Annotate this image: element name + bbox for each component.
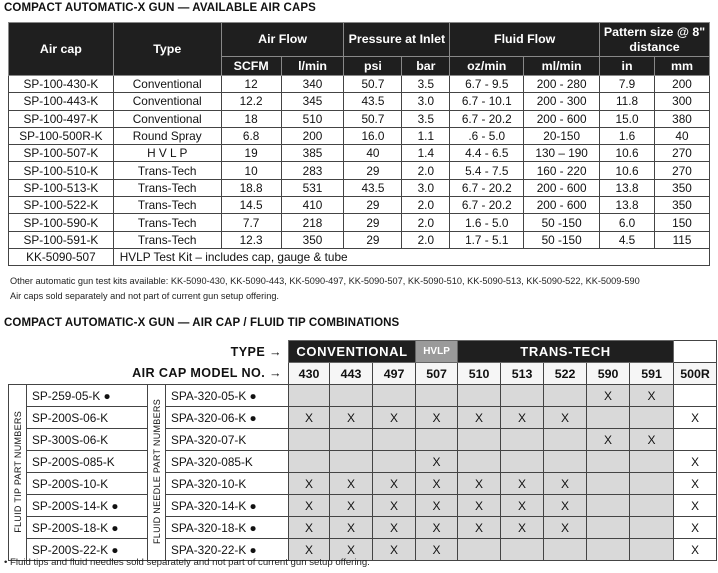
cell-mm: 350 xyxy=(654,179,709,196)
header-in: in xyxy=(600,57,655,76)
compat-cell-591 xyxy=(630,517,674,539)
compat-cell-513 xyxy=(501,385,544,407)
cell-bar: 2.0 xyxy=(402,231,450,248)
compat-cell-497: X xyxy=(373,495,416,517)
header-pressure: Pressure at Inlet xyxy=(344,23,450,57)
cell-ozmin: 4.4 - 6.5 xyxy=(450,145,524,162)
compat-cell-500R: X xyxy=(674,495,717,517)
compat-cell-510 xyxy=(458,385,501,407)
cell-mm: 115 xyxy=(654,231,709,248)
combinations-table xyxy=(8,340,717,561)
compat-cell-443 xyxy=(330,429,373,451)
compat-cell-513: X xyxy=(501,473,544,495)
fluid-needle-label-text: FLUID NEEDLE PART NUMBERS xyxy=(151,398,162,545)
cell-type: Conventional xyxy=(113,110,221,127)
cell-scfm: 12 xyxy=(221,76,281,93)
cell-bar: 1.4 xyxy=(402,145,450,162)
combination-row xyxy=(9,385,717,407)
compat-cell-430: X xyxy=(289,539,330,561)
cell-lmin: 510 xyxy=(281,110,344,127)
cell-psi: 29 xyxy=(344,214,402,231)
compat-cell-443 xyxy=(330,385,373,407)
cell-air-cap: SP-100-510-K xyxy=(9,162,114,179)
compat-cell-507: X xyxy=(416,451,458,473)
kit-part-number: KK-5090-507 xyxy=(9,248,114,265)
header-mm: mm xyxy=(654,57,709,76)
compat-cell-497: X xyxy=(373,473,416,495)
combination-row xyxy=(9,407,717,429)
cell-mlmin: 200 - 280 xyxy=(524,76,600,93)
air-cap-row xyxy=(9,214,710,231)
cell-psi: 43.5 xyxy=(344,179,402,196)
cell-air-cap: SP-100-591-K xyxy=(9,231,114,248)
cell-scfm: 19 xyxy=(221,145,281,162)
compat-cell-591 xyxy=(630,539,674,561)
compat-cell-513 xyxy=(501,451,544,473)
type-conventional: CONVENTIONAL xyxy=(289,341,416,363)
cell-in: 11.8 xyxy=(600,93,655,110)
cell-type: Trans-Tech xyxy=(113,162,221,179)
header-pattern-size: Pattern size @ 8" distance xyxy=(600,23,710,57)
header-psi: psi xyxy=(344,57,402,76)
compat-cell-500R: X xyxy=(674,473,717,495)
cell-scfm: 12.3 xyxy=(221,231,281,248)
cell-air-cap: SP-100-507-K xyxy=(9,145,114,162)
compat-cell-430 xyxy=(289,385,330,407)
compat-cell-507: X xyxy=(416,407,458,429)
cell-air-cap: SP-100-513-K xyxy=(9,179,114,196)
compat-cell-430 xyxy=(289,429,330,451)
cell-type: Conventional xyxy=(113,93,221,110)
compat-cell-591 xyxy=(630,451,674,473)
compat-cell-590 xyxy=(587,495,630,517)
compat-cell-507: X xyxy=(416,495,458,517)
cell-psi: 29 xyxy=(344,162,402,179)
kit-description: HVLP Test Kit – includes cap, gauge & tube xyxy=(113,248,709,265)
compat-cell-500R xyxy=(674,429,717,451)
air-cap-row xyxy=(9,93,710,110)
air-cap-row xyxy=(9,110,710,127)
cell-psi: 16.0 xyxy=(344,127,402,144)
compat-cell-510: X xyxy=(458,495,501,517)
fluid-needle-part: SPA-320-07-K xyxy=(166,429,289,451)
fluid-tip-part: SP-300S-06-K xyxy=(27,429,148,451)
cell-mlmin: 200 - 300 xyxy=(524,93,600,110)
compat-cell-513: X xyxy=(501,517,544,539)
cell-bar: 2.0 xyxy=(402,162,450,179)
compat-cell-522 xyxy=(544,385,587,407)
cell-mlmin: 50 -150 xyxy=(524,214,600,231)
compat-cell-513: X xyxy=(501,495,544,517)
combination-row xyxy=(9,517,717,539)
cell-mlmin: 20-150 xyxy=(524,127,600,144)
air-cap-row xyxy=(9,76,710,93)
cell-type: H V L P xyxy=(113,145,221,162)
compat-cell-590 xyxy=(587,407,630,429)
air-cap-row xyxy=(9,145,710,162)
compat-cell-430: X xyxy=(289,495,330,517)
model-591: 591 xyxy=(630,363,674,385)
cell-ozmin: .6 - 5.0 xyxy=(450,127,524,144)
cell-scfm: 18.8 xyxy=(221,179,281,196)
air-cap-model-label: AIR CAP MODEL NO. → xyxy=(132,366,283,381)
cell-type: Trans-Tech xyxy=(113,231,221,248)
compat-cell-500R xyxy=(674,385,717,407)
fluid-needle-part: SPA-320-22-K ● xyxy=(166,539,289,561)
model-590: 590 xyxy=(587,363,630,385)
cell-in: 15.0 xyxy=(600,110,655,127)
cell-in: 10.6 xyxy=(600,162,655,179)
fluid-needle-label xyxy=(148,385,166,561)
cell-bar: 3.0 xyxy=(402,179,450,196)
cell-air-cap: SP-100-430-K xyxy=(9,76,114,93)
compat-cell-443 xyxy=(330,451,373,473)
fluid-tip-part: SP-200S-085-K xyxy=(27,451,148,473)
model-513: 513 xyxy=(501,363,544,385)
cell-ozmin: 6.7 - 9.5 xyxy=(450,76,524,93)
cell-mlmin: 200 - 600 xyxy=(524,179,600,196)
test-kits-note: Other automatic gun test kits available: KK-5090-430, KK-5090-443, KK-5090-497, KK-5090-507, KK-5090-510, KK-5090-513, KK-5090-522, KK-5009-590 xyxy=(10,276,640,286)
compat-cell-590 xyxy=(587,451,630,473)
compat-cell-513 xyxy=(501,429,544,451)
compat-cell-591: X xyxy=(630,429,674,451)
header-scfm: SCFM xyxy=(221,57,281,76)
header-lmin: l/min xyxy=(281,57,344,76)
header-air-flow: Air Flow xyxy=(221,23,344,57)
cell-lmin: 218 xyxy=(281,214,344,231)
cell-in: 13.8 xyxy=(600,179,655,196)
cell-mm: 40 xyxy=(654,127,709,144)
compat-cell-500R: X xyxy=(674,539,717,561)
cell-psi: 43.5 xyxy=(344,93,402,110)
cell-in: 10.6 xyxy=(600,145,655,162)
cell-lmin: 283 xyxy=(281,162,344,179)
air-cap-row xyxy=(9,231,710,248)
air-cap-row xyxy=(9,162,710,179)
cell-type: Trans-Tech xyxy=(113,179,221,196)
compat-cell-497: X xyxy=(373,539,416,561)
header-bar: bar xyxy=(402,57,450,76)
cell-bar: 2.0 xyxy=(402,197,450,214)
fluid-needle-part: SPA-320-05-K ● xyxy=(166,385,289,407)
compat-cell-522: X xyxy=(544,473,587,495)
compat-cell-500R: X xyxy=(674,451,717,473)
cell-mlmin: 50 -150 xyxy=(524,231,600,248)
section1-title: COMPACT AUTOMATIC-X GUN — AVAILABLE AIR CAPS xyxy=(4,2,316,14)
combination-row xyxy=(9,473,717,495)
cell-bar: 2.0 xyxy=(402,214,450,231)
compat-cell-430 xyxy=(289,451,330,473)
type-empty-cell xyxy=(674,341,717,363)
compat-cell-590 xyxy=(587,473,630,495)
cell-lmin: 345 xyxy=(281,93,344,110)
compat-cell-590: X xyxy=(587,429,630,451)
compat-cell-510: X xyxy=(458,407,501,429)
fluid-tip-label-text: FLUID TIP PART NUMBERS xyxy=(12,410,23,533)
combination-row xyxy=(9,451,717,473)
footnote: • Fluid tips and fluid needles sold separately and not part of current gun setup offering. xyxy=(4,557,370,568)
air-cap-row xyxy=(9,197,710,214)
compat-cell-591 xyxy=(630,407,674,429)
cell-mlmin: 200 - 600 xyxy=(524,197,600,214)
fluid-needle-part: SPA-320-085-K xyxy=(166,451,289,473)
type-hvlp: HVLP xyxy=(416,341,458,363)
cell-mm: 270 xyxy=(654,162,709,179)
cell-in: 1.6 xyxy=(600,127,655,144)
cell-in: 4.5 xyxy=(600,231,655,248)
compat-cell-497 xyxy=(373,451,416,473)
air-cap-row xyxy=(9,179,710,196)
cell-in: 7.9 xyxy=(600,76,655,93)
fluid-needle-part: SPA-320-14-K ● xyxy=(166,495,289,517)
compat-cell-443: X xyxy=(330,473,373,495)
compat-cell-443: X xyxy=(330,517,373,539)
cell-lmin: 200 xyxy=(281,127,344,144)
cell-scfm: 6.8 xyxy=(221,127,281,144)
cell-type: Trans-Tech xyxy=(113,214,221,231)
cell-air-cap: SP-100-443-K xyxy=(9,93,114,110)
compat-cell-430: X xyxy=(289,517,330,539)
cell-mm: 270 xyxy=(654,145,709,162)
cell-in: 6.0 xyxy=(600,214,655,231)
fluid-needle-part: SPA-320-06-K ● xyxy=(166,407,289,429)
cell-mlmin: 130 – 190 xyxy=(524,145,600,162)
compat-cell-590: X xyxy=(587,385,630,407)
air-caps-table xyxy=(8,22,710,266)
model-510: 510 xyxy=(458,363,501,385)
cell-air-cap: SP-100-590-K xyxy=(9,214,114,231)
fluid-tip-part: SP-200S-06-K xyxy=(27,407,148,429)
header-ozmin: oz/min xyxy=(450,57,524,76)
compat-cell-591 xyxy=(630,495,674,517)
cell-mm: 300 xyxy=(654,93,709,110)
compat-cell-497: X xyxy=(373,407,416,429)
compat-cell-430: X xyxy=(289,473,330,495)
cell-psi: 50.7 xyxy=(344,76,402,93)
fluid-tip-part: SP-200S-10-K xyxy=(27,473,148,495)
compat-cell-590 xyxy=(587,539,630,561)
cell-bar: 3.0 xyxy=(402,93,450,110)
cell-type: Round Spray xyxy=(113,127,221,144)
header-air-cap: Air cap xyxy=(9,23,114,76)
cell-ozmin: 5.4 - 7.5 xyxy=(450,162,524,179)
fluid-needle-part: SPA-320-18-K ● xyxy=(166,517,289,539)
cell-scfm: 12.2 xyxy=(221,93,281,110)
cell-bar: 1.1 xyxy=(402,127,450,144)
compat-cell-507: X xyxy=(416,517,458,539)
compat-cell-510: X xyxy=(458,473,501,495)
cell-scfm: 7.7 xyxy=(221,214,281,231)
model-507: 507 xyxy=(416,363,458,385)
type-label: TYPE → xyxy=(230,344,283,359)
cell-mm: 150 xyxy=(654,214,709,231)
compat-cell-591 xyxy=(630,473,674,495)
header-fluid-flow: Fluid Flow xyxy=(450,23,600,57)
model-500R: 500R xyxy=(674,363,717,385)
model-430: 430 xyxy=(289,363,330,385)
cell-air-cap: SP-100-522-K xyxy=(9,197,114,214)
fluid-tip-part: SP-200S-14-K ● xyxy=(27,495,148,517)
compat-cell-522 xyxy=(544,451,587,473)
cell-psi: 50.7 xyxy=(344,110,402,127)
compat-cell-443: X xyxy=(330,539,373,561)
cell-scfm: 10 xyxy=(221,162,281,179)
cell-lmin: 410 xyxy=(281,197,344,214)
compat-cell-507: X xyxy=(416,473,458,495)
fluid-tip-part: SP-200S-18-K ● xyxy=(27,517,148,539)
air-caps-note: Air caps sold separately and not part of current gun setup offering. xyxy=(10,291,279,301)
compat-cell-497 xyxy=(373,385,416,407)
compat-cell-497: X xyxy=(373,517,416,539)
cell-type: Trans-Tech xyxy=(113,197,221,214)
cell-type: Conventional xyxy=(113,76,221,93)
cell-ozmin: 1.7 - 5.1 xyxy=(450,231,524,248)
fluid-tip-part: SP-200S-22-K ● xyxy=(27,539,148,561)
compat-cell-522: X xyxy=(544,517,587,539)
cell-scfm: 18 xyxy=(221,110,281,127)
air-cap-row xyxy=(9,127,710,144)
cell-ozmin: 1.6 - 5.0 xyxy=(450,214,524,231)
header-mlmin: ml/min xyxy=(524,57,600,76)
compat-cell-443: X xyxy=(330,495,373,517)
cell-psi: 40 xyxy=(344,145,402,162)
compat-cell-497 xyxy=(373,429,416,451)
compat-cell-510: X xyxy=(458,517,501,539)
compat-cell-510 xyxy=(458,429,501,451)
fluid-tip-part: SP-259-05-K ● xyxy=(27,385,148,407)
compat-cell-500R: X xyxy=(674,407,717,429)
cell-scfm: 14.5 xyxy=(221,197,281,214)
model-522: 522 xyxy=(544,363,587,385)
cell-bar: 3.5 xyxy=(402,76,450,93)
cell-bar: 3.5 xyxy=(402,110,450,127)
cell-mlmin: 200 - 600 xyxy=(524,110,600,127)
type-trans-tech: TRANS-TECH xyxy=(458,341,674,363)
cell-mm: 350 xyxy=(654,197,709,214)
cell-mm: 380 xyxy=(654,110,709,127)
cell-ozmin: 6.7 - 20.2 xyxy=(450,179,524,196)
cell-psi: 29 xyxy=(344,197,402,214)
model-443: 443 xyxy=(330,363,373,385)
compat-cell-507 xyxy=(416,429,458,451)
cell-lmin: 350 xyxy=(281,231,344,248)
compat-cell-522: X xyxy=(544,495,587,517)
cell-psi: 29 xyxy=(344,231,402,248)
cell-lmin: 385 xyxy=(281,145,344,162)
compat-cell-430: X xyxy=(289,407,330,429)
fluid-tip-label xyxy=(9,385,27,561)
cell-ozmin: 6.7 - 10.1 xyxy=(450,93,524,110)
fluid-needle-part: SPA-320-10-K xyxy=(166,473,289,495)
cell-lmin: 340 xyxy=(281,76,344,93)
cell-lmin: 531 xyxy=(281,179,344,196)
compat-cell-507 xyxy=(416,385,458,407)
compat-cell-590 xyxy=(587,517,630,539)
compat-cell-591: X xyxy=(630,385,674,407)
compat-cell-522: X xyxy=(544,407,587,429)
cell-mlmin: 160 - 220 xyxy=(524,162,600,179)
cell-mm: 200 xyxy=(654,76,709,93)
cell-air-cap: SP-100-497-K xyxy=(9,110,114,127)
compat-cell-513 xyxy=(501,539,544,561)
compat-cell-507: X xyxy=(416,539,458,561)
header-type: Type xyxy=(113,23,221,76)
model-497: 497 xyxy=(373,363,416,385)
cell-air-cap: SP-100-500R-K xyxy=(9,127,114,144)
cell-ozmin: 6.7 - 20.2 xyxy=(450,110,524,127)
cell-in: 13.8 xyxy=(600,197,655,214)
compat-cell-443: X xyxy=(330,407,373,429)
section2-title: COMPACT AUTOMATIC-X GUN — AIR CAP / FLUID TIP COMBINATIONS xyxy=(4,317,400,329)
combination-row xyxy=(9,429,717,451)
compat-cell-510 xyxy=(458,539,501,561)
compat-cell-522 xyxy=(544,429,587,451)
compat-cell-500R: X xyxy=(674,517,717,539)
compat-cell-513: X xyxy=(501,407,544,429)
cell-ozmin: 6.7 - 20.2 xyxy=(450,197,524,214)
compat-cell-522 xyxy=(544,539,587,561)
compat-cell-510 xyxy=(458,451,501,473)
combination-row xyxy=(9,495,717,517)
